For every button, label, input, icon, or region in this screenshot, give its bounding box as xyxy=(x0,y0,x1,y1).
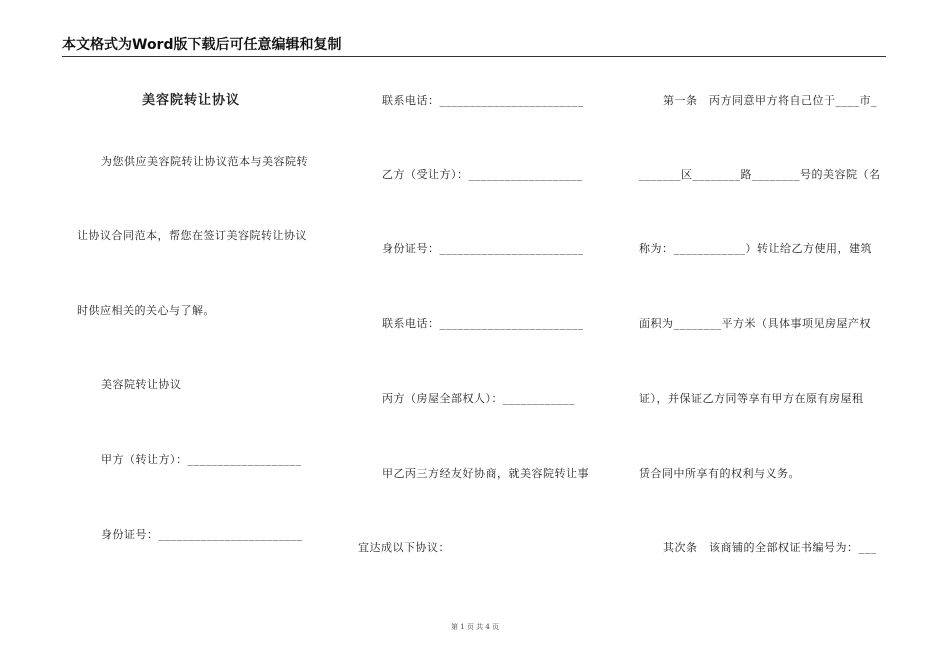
page-number: 第 1 页 共 4 页 xyxy=(450,623,500,631)
col1-line-1: 为您供应美容院转让协议范本与美容院转 xyxy=(101,155,308,168)
col1-line-2: 让协议合同范本，帮您在签订美容院转让协议 xyxy=(77,229,307,242)
col3-line-4: 面积为________平方米（具体事项见房屋产权 xyxy=(639,317,871,330)
col1-line-4: 美容院转让协议 xyxy=(101,378,182,391)
col2-line-3: 身份证号：________________________ xyxy=(382,242,584,255)
col2-line-5: 丙方（房屋全部权人）：____________ xyxy=(382,392,575,405)
col2-line-7: 宜达成以下协议： xyxy=(358,541,450,554)
col1-line-5: 甲方（转让方）：___________________ xyxy=(101,453,302,466)
document-header: 本文格式为Word版下载后可任意编辑和复制 xyxy=(62,36,886,57)
col3-line-1: 第一条 丙方同意甲方将自己位于____市_ xyxy=(663,94,877,107)
document-title: 美容院转让协议 xyxy=(142,93,241,108)
col2-line-6: 甲乙丙三方经友好协商，就美容院转让事 xyxy=(382,467,589,480)
col3-line-3: 称为：____________）转让给乙方使用，建筑 xyxy=(639,242,872,255)
col3-line-5: 证），并保证乙方同等享有甲方在原有房屋租 xyxy=(639,392,864,405)
col2-line-1: 联系电话：________________________ xyxy=(382,94,584,107)
col1-line-6: 身份证号：________________________ xyxy=(101,528,303,541)
col2-line-2: 乙方（受让方）：___________________ xyxy=(382,168,583,181)
col3-line-6: 赁合同中所享有的权利与义务。 xyxy=(639,467,800,480)
col3-line-2: _______区________路________号的美容院（名 xyxy=(639,168,881,181)
col2-line-4: 联系电话：________________________ xyxy=(382,317,584,330)
col3-line-7: 其次条 该商铺的全部权证书编号为：___ xyxy=(663,541,877,554)
col1-line-3: 时供应相关的关心与了解。 xyxy=(77,304,215,317)
